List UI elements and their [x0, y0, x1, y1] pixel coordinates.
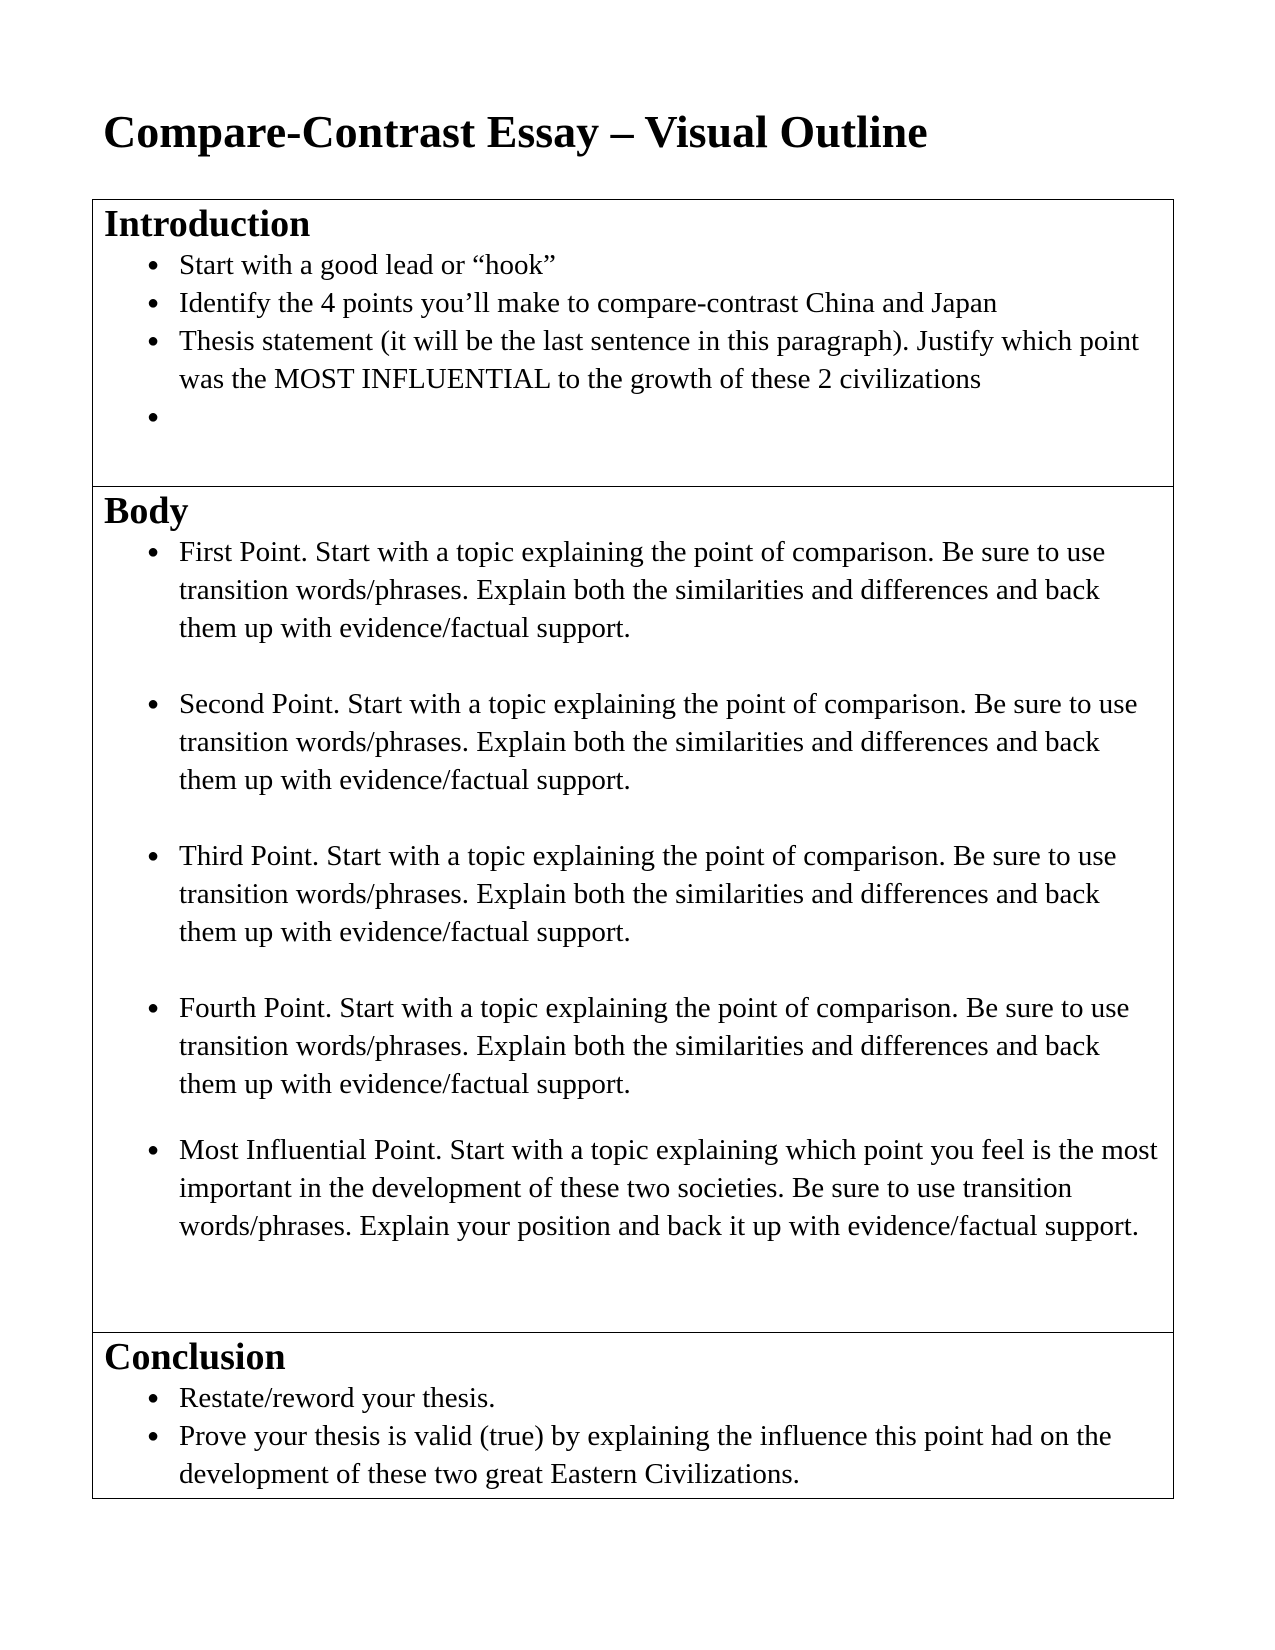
list-item-text: Identify the 4 points you’ll make to compare-contrast China and Japan — [179, 287, 998, 319]
introduction-heading: Introduction — [104, 203, 311, 245]
list-item-text: Prove your thesis is valid (true) by explaining the influence this point had on the development of these two great Eastern Civilizations. — [179, 1420, 1112, 1490]
list-item — [104, 1379, 1161, 1417]
list-item — [104, 685, 1161, 799]
body-list — [104, 533, 1161, 1245]
list-item — [104, 1131, 1161, 1245]
list-item — [104, 1417, 1161, 1493]
bullet-icon: ● — [147, 541, 160, 563]
bullet-icon: ● — [147, 330, 160, 352]
list-item-text: Fourth Point. Start with a topic explaining the point of comparison. Be sure to use transition words/phrases. Explain both the similarities and differences and back them up with evidence/factual support. — [179, 992, 1130, 1100]
bullet-icon: ● — [147, 292, 160, 314]
page-title: Compare-Contrast Essay – Visual Outline — [103, 106, 928, 157]
list-item-text: Start with a good lead or “hook” — [179, 249, 556, 281]
list-item-text: Second Point. Start with a topic explaining the point of comparison. Be sure to use transition words/phrases. Explain both the similarities and differences and back them up with evidence/factual support. — [179, 688, 1138, 796]
conclusion-section — [93, 1332, 1173, 1498]
bullet-icon: ● — [147, 845, 160, 867]
bullet-icon: ● — [147, 254, 160, 276]
bullet-icon: ● — [147, 693, 160, 715]
list-item — [104, 284, 1161, 322]
body-section — [93, 486, 1173, 1332]
list-item — [104, 246, 1161, 284]
body-heading: Body — [104, 490, 189, 532]
list-item-text: Thesis statement (it will be the last sentence in this paragraph). Justify which point was the MOST INFLUENTIAL to the growth of these 2 civilizations — [179, 325, 1140, 395]
list-item-text: Most Influential Point. Start with a topic explaining which point you feel is the most important in the development of these two societies. Be sure to use transition words/phrases. Explain your position and back it up with evidence/factual support. — [179, 1134, 1158, 1242]
list-item-empty — [104, 398, 1161, 436]
introduction-section — [93, 200, 1173, 486]
conclusion-heading: Conclusion — [104, 1336, 286, 1378]
list-item-text: Restate/reword your thesis. — [179, 1382, 496, 1414]
list-item — [104, 533, 1161, 647]
conclusion-list — [104, 1379, 1161, 1493]
bullet-icon: ● — [147, 997, 160, 1019]
list-item-text: First Point. Start with a topic explaining the point of comparison. Be sure to use transition words/phrases. Explain both the similarities and differences and back them up with evidence/factual support. — [179, 536, 1106, 644]
list-item — [104, 989, 1161, 1103]
list-item-text: Third Point. Start with a topic explaining the point of comparison. Be sure to use transition words/phrases. Explain both the similarities and differences and back them up with evidence/factual support. — [179, 840, 1117, 948]
bullet-icon: ● — [147, 406, 160, 428]
outline-table — [92, 199, 1174, 1499]
introduction-list — [104, 246, 1161, 436]
list-item — [104, 322, 1161, 398]
bullet-icon: ● — [147, 1139, 160, 1161]
bullet-icon: ● — [147, 1425, 160, 1447]
list-item — [104, 837, 1161, 951]
bullet-icon: ● — [147, 1387, 160, 1409]
